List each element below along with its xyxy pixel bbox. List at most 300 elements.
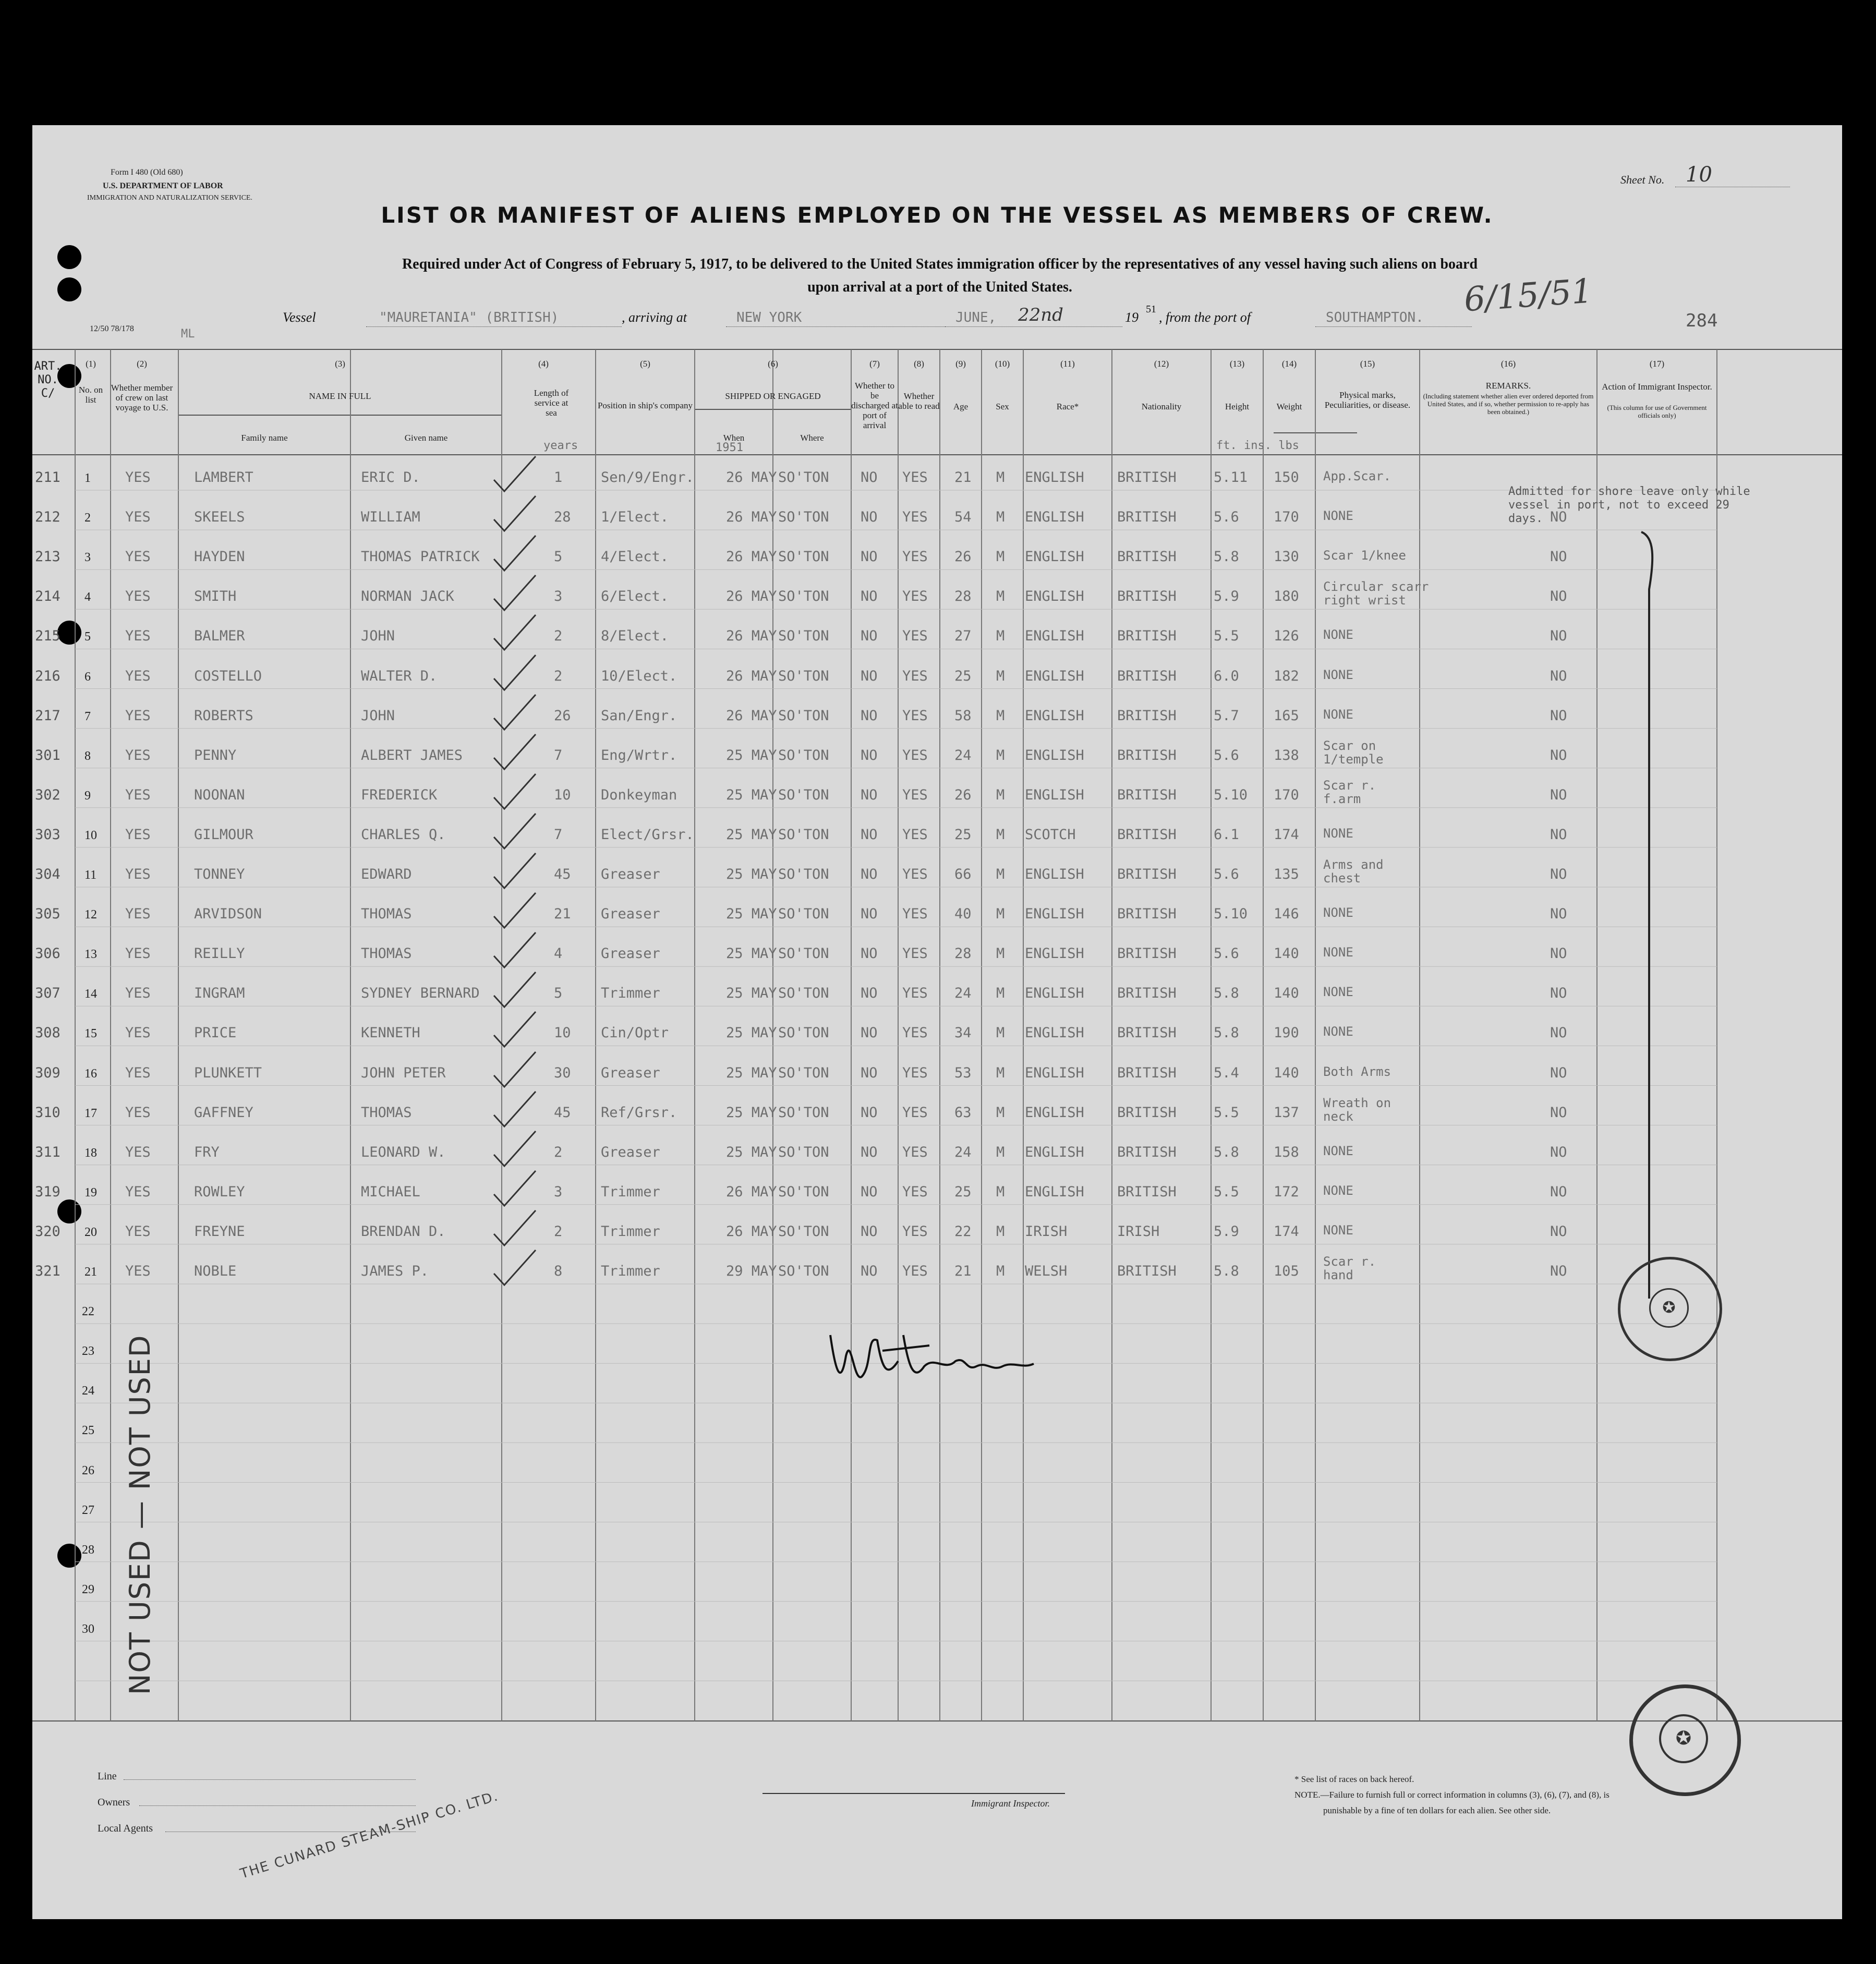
- weight: 174: [1274, 1223, 1299, 1240]
- age: 24: [954, 1144, 972, 1160]
- physical-marks: [1323, 1223, 1353, 1237]
- age: 66: [954, 866, 972, 882]
- to-be-discharged: NO: [861, 786, 878, 803]
- height-weight-units: ft. ins. lbs: [1216, 439, 1299, 452]
- physical-marks-line-1: NONE: [1323, 1222, 1353, 1238]
- crew-last-voyage: YES: [125, 1223, 151, 1240]
- to-be-discharged: NO: [861, 945, 878, 962]
- weight: 130: [1274, 549, 1299, 565]
- family-name: PLUNKETT: [194, 1064, 262, 1081]
- shipped-where: SO'TON: [778, 1064, 829, 1081]
- row-number: 11: [84, 868, 97, 882]
- row-number: 2: [84, 511, 91, 525]
- seal-inner: ✪: [1649, 1288, 1689, 1328]
- age: 22: [954, 1223, 972, 1240]
- physical-marks: [1323, 906, 1353, 919]
- nationality: BRITISH: [1117, 549, 1177, 565]
- owners-underline: [139, 1805, 416, 1806]
- art-number: 309: [35, 1064, 60, 1081]
- given-name: JOHN: [361, 707, 395, 724]
- nationality: BRITISH: [1117, 707, 1177, 724]
- reference-code: 12/50 78/178: [90, 324, 134, 333]
- sex: M: [996, 549, 1005, 565]
- crew-last-voyage: YES: [125, 945, 151, 962]
- able-to-read: YES: [902, 509, 928, 526]
- col15-num: (15): [1360, 359, 1375, 369]
- shipped-where: SO'TON: [778, 469, 829, 486]
- physical-marks-line-1: Scar r.: [1323, 1254, 1376, 1269]
- remarks-note: Admitted for shore leave only while vessel in port, not to exceed 29 days.: [1508, 485, 1750, 525]
- physical-marks-line-1: App.Scar.: [1323, 469, 1391, 483]
- to-be-discharged: NO: [861, 1025, 878, 1041]
- given-name: JOHN PETER: [361, 1064, 446, 1081]
- check-mark-icon: [491, 732, 538, 773]
- age: 26: [954, 549, 972, 565]
- to-be-discharged: NO: [861, 707, 878, 724]
- check-mark-icon: [491, 692, 538, 734]
- height: 5.6: [1214, 866, 1239, 882]
- sex: M: [996, 866, 1005, 882]
- length-of-service: 5: [554, 985, 563, 1002]
- page-title: LIST OR MANIFEST OF ALIENS EMPLOYED ON THE VESSEL AS MEMBERS OF CREW.: [381, 202, 1494, 228]
- able-to-read: YES: [902, 1223, 928, 1240]
- able-to-read: YES: [902, 628, 928, 645]
- weight: 172: [1274, 1183, 1299, 1200]
- shipped-where: SO'TON: [778, 1025, 829, 1041]
- length-of-service: 8: [554, 1263, 563, 1279]
- given-name: WALTER D.: [361, 668, 438, 684]
- races-note: * See list of races on back hereof.: [1294, 1774, 1414, 1784]
- race: IRISH: [1025, 1223, 1068, 1240]
- department-name: U.S. DEPARTMENT OF LABOR: [103, 181, 223, 190]
- age: 28: [954, 588, 972, 605]
- given-name: THOMAS: [361, 906, 412, 923]
- check-mark-icon: [491, 890, 538, 932]
- family-name: BALMER: [194, 628, 245, 645]
- nationality: BRITISH: [1117, 668, 1177, 684]
- physical-marks: [1323, 668, 1353, 682]
- race: ENGLISH: [1025, 588, 1084, 605]
- when-header: When: [723, 433, 745, 443]
- age: 58: [954, 707, 972, 724]
- sheet-number-label: Sheet No.: [1620, 173, 1665, 186]
- position: Ref/Grsr.: [601, 1104, 677, 1121]
- family-name: LAMBERT: [194, 469, 253, 486]
- art-number: 216: [35, 668, 60, 684]
- physical-marks: [1323, 827, 1353, 840]
- crew-last-voyage: YES: [125, 588, 151, 605]
- to-be-discharged: NO: [861, 985, 878, 1002]
- length-of-service: 10: [554, 1025, 571, 1041]
- able-to-read: YES: [902, 826, 928, 843]
- length-of-service: 3: [554, 588, 563, 605]
- art-number: 305: [35, 906, 60, 923]
- to-be-discharged: NO: [861, 866, 878, 882]
- height: 5.6: [1214, 509, 1239, 526]
- from-port: SOUTHAMPTON.: [1326, 310, 1424, 325]
- physical-marks-line-1: Scar on: [1323, 738, 1376, 753]
- able-to-read: YES: [902, 866, 928, 882]
- physical-marks: [1323, 469, 1391, 483]
- col1-num: (1): [86, 359, 96, 369]
- remarks: NO: [1550, 628, 1567, 645]
- art-number: 211: [35, 469, 60, 486]
- age: 53: [954, 1064, 972, 1081]
- length-of-service: 28: [554, 509, 571, 526]
- row-number: 10: [84, 828, 97, 842]
- inspector-underline: [762, 1793, 1065, 1794]
- position: Elect/Grsr.: [601, 826, 694, 843]
- check-mark-icon: [491, 533, 538, 575]
- nationality: BRITISH: [1117, 628, 1177, 645]
- penalty-note-2: punishable by a fine of ten dollars for each alien. See other side.: [1323, 1805, 1551, 1815]
- race: ENGLISH: [1025, 509, 1084, 526]
- physical-marks-line-1: NONE: [1323, 945, 1353, 960]
- to-be-discharged: NO: [861, 1104, 878, 1121]
- col8-num: (8): [914, 359, 924, 369]
- row-number: 8: [84, 749, 91, 763]
- nationality: BRITISH: [1117, 945, 1177, 962]
- weight: 170: [1274, 786, 1299, 803]
- height: 5.5: [1214, 1183, 1239, 1200]
- shipped-when: 25 MAY: [726, 945, 777, 962]
- crew-last-voyage: YES: [125, 1263, 151, 1279]
- given-name: BRENDAN D.: [361, 1223, 446, 1240]
- empty-row-number: 23: [82, 1344, 94, 1359]
- remarks: NO: [1550, 826, 1567, 843]
- sex: M: [996, 1183, 1005, 1200]
- length-of-service: 2: [554, 668, 563, 684]
- nationality: BRITISH: [1117, 786, 1177, 803]
- arrival-port: NEW YORK: [736, 310, 802, 325]
- nationality: BRITISH: [1117, 826, 1177, 843]
- family-name: TONNEY: [194, 866, 245, 882]
- check-mark-icon: [491, 1247, 538, 1289]
- able-to-read: YES: [902, 549, 928, 565]
- family-name: NOBLE: [194, 1263, 237, 1279]
- col2-num: (2): [137, 359, 147, 369]
- sex: M: [996, 747, 1005, 763]
- physical-marks: [1323, 945, 1353, 959]
- able-to-read: YES: [902, 1183, 928, 1200]
- col17-header: Action of Immigrant Inspector.: [1602, 382, 1712, 392]
- row-number: 13: [84, 948, 97, 962]
- shipped-when: 25 MAY: [726, 826, 777, 843]
- sex: M: [996, 826, 1005, 843]
- check-mark-icon: [491, 612, 538, 654]
- row-number: 17: [84, 1106, 97, 1120]
- able-to-read: YES: [902, 469, 928, 486]
- handwritten-date: 6/15/51: [1462, 272, 1594, 320]
- race: ENGLISH: [1025, 985, 1084, 1002]
- position: 8/Elect.: [601, 628, 669, 645]
- weight: 140: [1274, 945, 1299, 962]
- shipped-where: SO'TON: [778, 509, 829, 526]
- row-number: 3: [84, 551, 91, 565]
- nationality: BRITISH: [1117, 985, 1177, 1002]
- col10-header: Sex: [996, 402, 1009, 411]
- family-name: ARVIDSON: [194, 906, 262, 923]
- crew-last-voyage: YES: [125, 985, 151, 1002]
- col9-num: (9): [955, 359, 966, 369]
- position: 10/Elect.: [601, 668, 677, 684]
- able-to-read: YES: [902, 1025, 928, 1041]
- penalty-note-1: NOTE.—Failure to furnish full or correct information in columns (3), (6), (7), and (8), is: [1294, 1790, 1609, 1800]
- given-name: SYDNEY BERNARD: [361, 985, 480, 1002]
- shipped-where: SO'TON: [778, 826, 829, 843]
- physical-marks-line-2: f.arm: [1323, 791, 1361, 806]
- family-name: NOONAN: [194, 786, 245, 803]
- art-number: 306: [35, 945, 60, 962]
- shipped-where: SO'TON: [778, 549, 829, 565]
- art-number: 311: [35, 1144, 60, 1160]
- position: Greaser: [601, 866, 660, 882]
- col5-num: (5): [640, 359, 650, 369]
- col8-header: Whether able to read: [898, 391, 940, 411]
- physical-marks-line-2: 1/temple: [1323, 751, 1384, 767]
- family-name: GAFFNEY: [194, 1104, 253, 1121]
- consulate-seal-lower: [1629, 1684, 1741, 1796]
- owners-label: Owners: [98, 1797, 130, 1808]
- year-suffix: 51: [1146, 304, 1156, 315]
- height: 5.8: [1214, 1025, 1239, 1041]
- physical-marks-line-1: NONE: [1323, 1143, 1353, 1158]
- crew-last-voyage: YES: [125, 826, 151, 843]
- row-number: 5: [84, 630, 91, 644]
- given-name: CHARLES Q.: [361, 826, 446, 843]
- able-to-read: YES: [902, 1104, 928, 1121]
- col10-num: (10): [995, 359, 1010, 369]
- crew-last-voyage: YES: [125, 786, 151, 803]
- able-to-read: YES: [902, 1263, 928, 1279]
- able-to-read: YES: [902, 985, 928, 1002]
- physical-marks: [1323, 1065, 1391, 1078]
- height: 5.8: [1214, 549, 1239, 565]
- to-be-discharged: NO: [861, 668, 878, 684]
- col15-header: Physical marks, Peculiarities, or disease.: [1324, 390, 1411, 410]
- col5-header: Position in ship's company: [597, 401, 693, 410]
- position: Trimmer: [601, 1183, 660, 1200]
- col6-header: SHIPPED OR ENGAGED: [725, 391, 821, 401]
- weight: 138: [1274, 747, 1299, 763]
- physical-marks: [1323, 509, 1353, 523]
- row-number: 7: [84, 709, 91, 723]
- service-unit: years: [543, 439, 578, 452]
- weight: 105: [1274, 1263, 1299, 1279]
- given-name: JOHN: [361, 628, 395, 645]
- vessel-name: "MAURETANIA" (BRITISH): [379, 310, 559, 325]
- able-to-read: YES: [902, 588, 928, 605]
- physical-marks: [1323, 549, 1406, 562]
- subtitle-line-1: Required under Act of Congress of February 5, 1917, to be delivered to the United States immigration officer by the representatives of any vessel having such aliens on board: [402, 256, 1478, 272]
- physical-marks-line-1: Both Arms: [1323, 1064, 1391, 1079]
- family-name: FRY: [194, 1144, 220, 1160]
- line-label: Line: [98, 1771, 117, 1782]
- crew-last-voyage: YES: [125, 1144, 151, 1160]
- able-to-read: YES: [902, 707, 928, 724]
- crew-last-voyage: YES: [125, 1064, 151, 1081]
- art-number-header: ART. NO. C/: [34, 360, 62, 400]
- row-number: 12: [84, 908, 97, 922]
- reference-initials: ML: [181, 328, 195, 341]
- row-number: 16: [84, 1066, 97, 1081]
- physical-marks-line-2: chest: [1323, 871, 1361, 886]
- inspector-label: Immigrant Inspector.: [971, 1798, 1050, 1809]
- check-mark-icon: [491, 1168, 538, 1210]
- remarks: NO: [1550, 1183, 1567, 1200]
- sex: M: [996, 509, 1005, 526]
- crew-last-voyage: YES: [125, 1183, 151, 1200]
- vessel-label: Vessel: [283, 310, 316, 325]
- position: Eng/Wrtr.: [601, 747, 677, 763]
- arriving-label: , arriving at: [622, 310, 687, 325]
- row-number: 18: [84, 1146, 97, 1160]
- age: 40: [954, 906, 972, 923]
- art-number: 307: [35, 985, 60, 1002]
- race: ENGLISH: [1025, 707, 1084, 724]
- remarks: NO: [1550, 1223, 1567, 1240]
- to-be-discharged: NO: [861, 906, 878, 923]
- shipped-when: 26 MAY: [726, 509, 777, 526]
- race: ENGLISH: [1025, 786, 1084, 803]
- col13-num: (13): [1229, 359, 1245, 369]
- family-name: INGRAM: [194, 985, 245, 1002]
- remarks: NO: [1550, 588, 1567, 605]
- age: 63: [954, 1104, 972, 1121]
- race: ENGLISH: [1025, 1104, 1084, 1121]
- physical-marks-line-1: NONE: [1323, 985, 1353, 1000]
- remarks: NO: [1550, 866, 1567, 882]
- crew-last-voyage: YES: [125, 1104, 151, 1121]
- shipped-where: SO'TON: [778, 747, 829, 763]
- shipped-when: 25 MAY: [726, 1064, 777, 1081]
- shipped-where: SO'TON: [778, 707, 829, 724]
- nationality: BRITISH: [1117, 1025, 1177, 1041]
- sex: M: [996, 1104, 1005, 1121]
- nationality: BRITISH: [1117, 906, 1177, 923]
- col11-header: Race*: [1056, 402, 1079, 411]
- crew-last-voyage: YES: [125, 707, 151, 724]
- length-of-service: 45: [554, 866, 571, 882]
- height: 5.9: [1214, 588, 1239, 605]
- service-name: IMMIGRATION AND NATURALIZATION SERVICE.: [87, 194, 252, 202]
- weight: 170: [1274, 509, 1299, 526]
- age: 34: [954, 1025, 972, 1041]
- age: 25: [954, 826, 972, 843]
- length-of-service: 4: [554, 945, 563, 962]
- race: ENGLISH: [1025, 1025, 1084, 1041]
- height: 5.8: [1214, 1263, 1239, 1279]
- check-mark-icon: [491, 493, 538, 535]
- height: 6.1: [1214, 826, 1239, 843]
- remarks: NO: [1550, 707, 1567, 724]
- to-be-discharged: NO: [861, 826, 878, 843]
- height: 5.5: [1214, 1104, 1239, 1121]
- nationality: BRITISH: [1117, 1064, 1177, 1081]
- shipped-where: SO'TON: [778, 628, 829, 645]
- shipped-where: SO'TON: [778, 906, 829, 923]
- col16-header: REMARKS.: [1485, 381, 1531, 391]
- shipped-when: 25 MAY: [726, 747, 777, 763]
- race: ENGLISH: [1025, 906, 1084, 923]
- check-mark-icon: [491, 969, 538, 1011]
- sex: M: [996, 588, 1005, 605]
- length-of-service: 2: [554, 1223, 563, 1240]
- height: 5.8: [1214, 985, 1239, 1002]
- remarks: NO: [1550, 549, 1567, 565]
- remarks-ditto-line: [1639, 527, 1660, 1309]
- race: ENGLISH: [1025, 1064, 1084, 1081]
- length-of-service: 7: [554, 747, 563, 763]
- shipped-when: 29 MAY: [726, 1263, 777, 1279]
- shipped-when: 26 MAY: [726, 628, 777, 645]
- signature: [825, 1325, 1044, 1403]
- art-number: 319: [35, 1183, 60, 1200]
- shipped-when: 26 MAY: [726, 549, 777, 565]
- age: 21: [954, 469, 972, 486]
- col16-note: (Including statement whether alien ever ordered deported from United States, and if so, whether permission to re-apply has been obtained.): [1423, 392, 1594, 416]
- col2-header: Whether member of crew on last voyage to U.S.: [111, 383, 173, 413]
- age: 25: [954, 668, 972, 684]
- height: 5.7: [1214, 707, 1239, 724]
- to-be-discharged: NO: [861, 747, 878, 763]
- shipped-where: SO'TON: [778, 1263, 829, 1279]
- empty-row-number: 28: [82, 1543, 94, 1557]
- family-name: GILMOUR: [194, 826, 253, 843]
- able-to-read: YES: [902, 1144, 928, 1160]
- position: 6/Elect.: [601, 588, 669, 605]
- physical-marks-line-1: Scar r.: [1323, 778, 1376, 793]
- weight: 135: [1274, 866, 1299, 882]
- check-mark-icon: [491, 573, 538, 614]
- length-of-service: 1: [554, 469, 563, 486]
- crew-last-voyage: YES: [125, 628, 151, 645]
- race: ENGLISH: [1025, 747, 1084, 763]
- nationality: BRITISH: [1117, 1104, 1177, 1121]
- position: Greaser: [601, 1144, 660, 1160]
- to-be-discharged: NO: [861, 1064, 878, 1081]
- to-be-discharged: NO: [861, 509, 878, 526]
- col14-num: (14): [1281, 359, 1297, 369]
- shipped-when: 25 MAY: [726, 1104, 777, 1121]
- sex: M: [996, 707, 1005, 724]
- shipped-when: 25 MAY: [726, 985, 777, 1002]
- shipped-where: SO'TON: [778, 985, 829, 1002]
- col3-header: NAME IN FULL: [309, 391, 371, 401]
- agents-label: Local Agents: [98, 1823, 153, 1834]
- physical-marks-line-1: NONE: [1323, 905, 1353, 920]
- empty-row-number: 29: [82, 1582, 94, 1596]
- art-number: 217: [35, 707, 60, 724]
- stamp-number: 284: [1686, 310, 1718, 331]
- check-mark-icon: [491, 1009, 538, 1051]
- sex: M: [996, 906, 1005, 923]
- manifest-sheet: [32, 125, 1842, 1919]
- check-mark-icon: [491, 851, 538, 892]
- weight: 140: [1274, 1064, 1299, 1081]
- physical-marks-line-1: NONE: [1323, 1024, 1353, 1039]
- art-number: 213: [35, 549, 60, 565]
- position: Trimmer: [601, 985, 660, 1002]
- check-mark-icon: [491, 1049, 538, 1091]
- to-be-discharged: NO: [861, 1223, 878, 1240]
- company-stamp: THE CUNARD STEAM-SHIP CO. LTD.: [238, 1788, 501, 1882]
- physical-marks: [1323, 1255, 1376, 1282]
- seal-inner: ✪: [1659, 1714, 1708, 1763]
- form-number: Form I 480 (Old 680): [111, 168, 183, 177]
- col17-num: (17): [1649, 359, 1665, 369]
- nationality: BRITISH: [1117, 1263, 1177, 1279]
